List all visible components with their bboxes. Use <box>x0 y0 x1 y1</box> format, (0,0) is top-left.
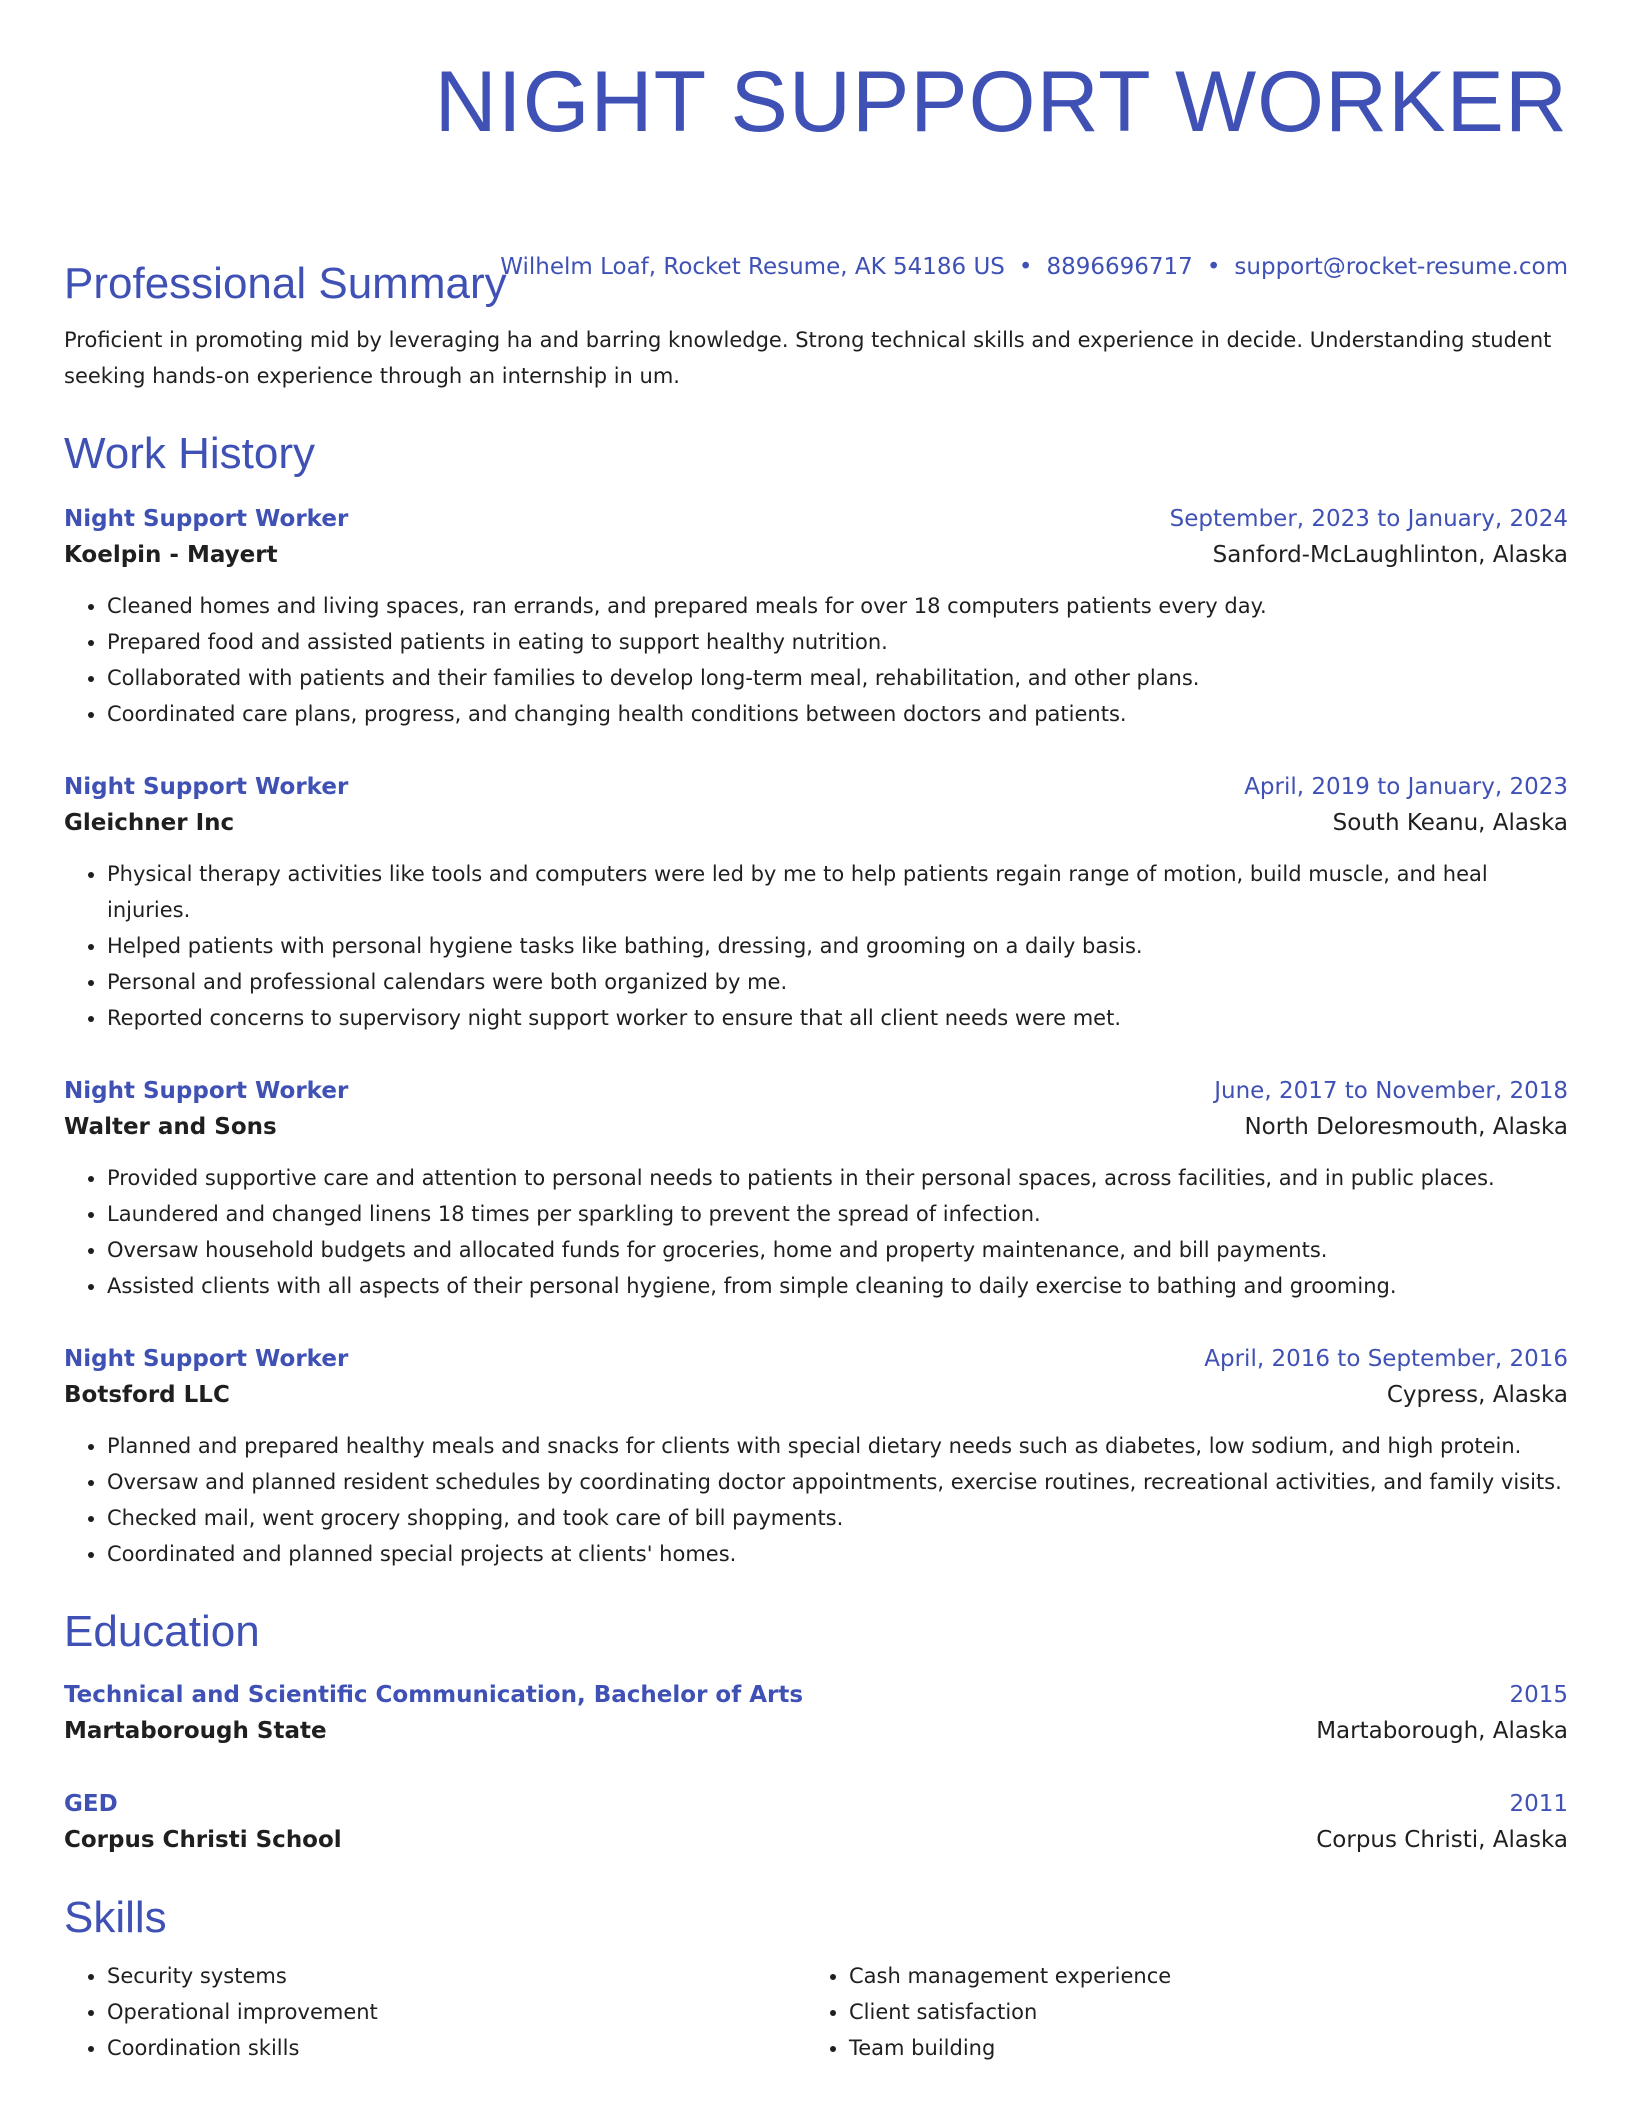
job-company: Koelpin - Mayert <box>64 542 278 568</box>
contact-separator: • <box>1206 254 1221 280</box>
job-header-row <box>64 502 1568 536</box>
job-header-row <box>64 1342 1568 1376</box>
education-entry <box>64 1787 1568 1859</box>
job-bullet: • Prepared food and assisted patients in eating to support healthy nutrition. <box>107 624 1568 660</box>
job-company: Gleichner Inc <box>64 810 235 836</box>
job-title: Night Support Worker <box>64 506 349 532</box>
job-bullet: • Planned and prepared healthy meals and snacks for clients with special dietary needs such as diabetes, low sodium, and high protein. <box>107 1428 1568 1464</box>
work-heading: Work History <box>64 429 315 478</box>
job-title: Night Support Worker <box>64 1346 349 1372</box>
job-bullet: • Collaborated with patients and their families to develop long-term meal, rehabilitation, and other plans. <box>107 660 1568 696</box>
skills-heading: Skills <box>64 1893 167 1942</box>
job-bullets <box>64 588 1568 732</box>
education-school: Corpus Christi School <box>64 1827 342 1853</box>
job-bullet: • Reported concerns to supervisory night support worker to ensure that all client needs were met. <box>107 1000 1568 1036</box>
education-degree: GED <box>64 1791 118 1817</box>
education-entry <box>64 1678 1568 1750</box>
resume-title: NIGHT SUPPORT WORKER <box>434 54 1568 150</box>
job-location: North Deloresmouth, Alaska <box>1244 1114 1568 1140</box>
job-bullet: • Cleaned homes and living spaces, ran errands, and prepared meals for over 18 computers patients every day. <box>107 588 1568 624</box>
job-bullet: • Personal and professional calendars were both organized by me. <box>107 964 1568 1000</box>
education-heading: Education <box>64 1607 260 1656</box>
job-entry <box>64 502 1568 732</box>
education-section <box>64 1606 1568 1658</box>
job-dates: September, 2023 to January, 2024 <box>1169 506 1568 532</box>
job-dates: April, 2016 to September, 2016 <box>1204 1346 1568 1372</box>
summary-heading: Professional Summary <box>64 259 507 308</box>
job-company-row <box>64 1108 1568 1146</box>
education-header-row <box>64 1678 1568 1712</box>
job-bullets <box>64 1160 1568 1304</box>
job-bullet: • Assisted clients with all aspects of their personal hygiene, from simple cleaning to daily exercise to bathing and grooming. <box>107 1268 1568 1304</box>
skills-section <box>64 1892 1568 2066</box>
job-bullet: • Oversaw household budgets and allocated funds for groceries, home and property maintenance, and bill payments. <box>107 1232 1568 1268</box>
skills-list-left <box>64 1958 806 2066</box>
job-company-row <box>64 1376 1568 1414</box>
job-entry <box>64 1074 1568 1304</box>
job-location: South Keanu, Alaska <box>1332 810 1568 836</box>
job-bullet: • Provided supportive care and attention to personal needs to patients in their personal spaces, across facilities, and in public places. <box>107 1160 1568 1196</box>
job-location: Cypress, Alaska <box>1386 1382 1568 1408</box>
education-location: Martaborough, Alaska <box>1316 1718 1568 1744</box>
skill-item: • Team building <box>849 2030 1548 2066</box>
work-section <box>64 428 1568 480</box>
education-school: Martaborough State <box>64 1718 327 1744</box>
contact-separator: • <box>1018 254 1033 280</box>
job-bullet: • Oversaw and planned resident schedules by coordinating doctor appointments, exercise routines, recreational activities, and family visits. <box>107 1464 1568 1500</box>
job-company-row <box>64 536 1568 574</box>
education-location: Corpus Christi, Alaska <box>1316 1827 1568 1853</box>
education-year: 2015 <box>1509 1682 1568 1708</box>
job-title: Night Support Worker <box>64 774 349 800</box>
contact-phone[interactable]: 8896696717 <box>1046 254 1193 280</box>
contact-email[interactable]: support@rocket-resume.com <box>1234 254 1568 280</box>
summary-text: Proficient in promoting mid by leveraging ha and barring knowledge. Strong technical skills and experience in decide. Understanding student seeking hands-on experience through an internship in um. <box>64 328 1552 388</box>
skill-item: • Cash management experience <box>849 1958 1548 1994</box>
job-company: Walter and Sons <box>64 1114 277 1140</box>
contact-address: Wilhelm Loaf, Rocket Resume, AK 54186 US <box>500 254 1005 280</box>
skill-item: • Security systems <box>107 1958 806 1994</box>
job-header-row <box>64 1074 1568 1108</box>
job-bullets <box>64 1428 1568 1572</box>
education-school-row <box>64 1821 1568 1859</box>
job-location: Sanford-McLaughlinton, Alaska <box>1212 542 1568 568</box>
job-dates: April, 2019 to January, 2023 <box>1244 774 1568 800</box>
skill-item: • Client satisfaction <box>849 1994 1548 2030</box>
skills-list-right <box>806 1958 1548 2066</box>
education-school-row <box>64 1712 1568 1750</box>
job-dates: June, 2017 to November, 2018 <box>1214 1078 1568 1104</box>
job-bullet: • Laundered and changed linens 18 times per sparkling to prevent the spread of infection. <box>107 1196 1568 1232</box>
skills-columns <box>64 1944 1568 2066</box>
job-bullet: • Coordinated and planned special projects at clients' homes. <box>107 1536 1568 1572</box>
job-company: Botsford LLC <box>64 1382 230 1408</box>
education-degree: Technical and Scientific Communication, Bachelor of Arts <box>64 1682 804 1708</box>
job-bullets <box>64 856 1568 1036</box>
education-header-row <box>64 1787 1568 1821</box>
education-year: 2011 <box>1509 1791 1568 1817</box>
job-header-row <box>64 770 1568 804</box>
job-title: Night Support Worker <box>64 1078 349 1104</box>
job-bullet: • Helped patients with personal hygiene tasks like bathing, dressing, and grooming on a daily basis. <box>107 928 1568 964</box>
job-bullet: • Checked mail, went grocery shopping, and took care of bill payments. <box>107 1500 1568 1536</box>
job-company-row <box>64 804 1568 842</box>
summary-section <box>64 258 1568 394</box>
job-entry <box>64 1342 1568 1572</box>
job-bullet: • Physical therapy activities like tools and computers were led by me to help patients regain range of motion, build muscle, and heal injuries. <box>107 856 1568 928</box>
job-entry <box>64 770 1568 1036</box>
skill-item: • Coordination skills <box>107 2030 806 2066</box>
job-bullet: • Coordinated care plans, progress, and changing health conditions between doctors and patients. <box>107 696 1568 732</box>
skill-item: • Operational improvement <box>107 1994 806 2030</box>
